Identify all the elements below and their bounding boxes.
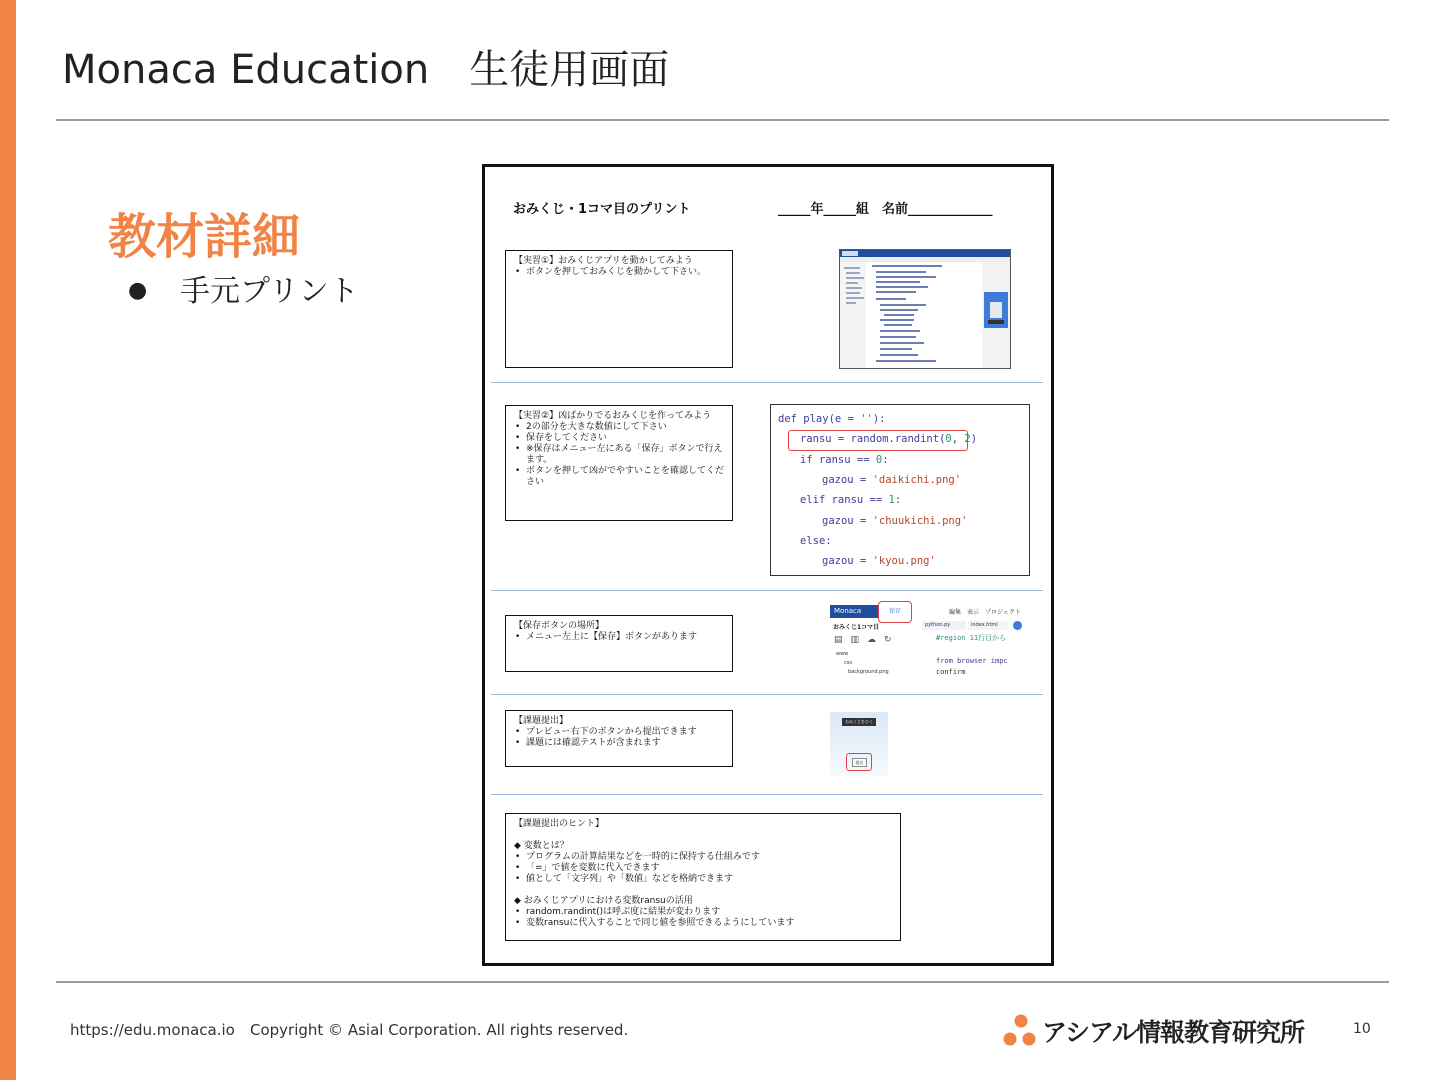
- submit-highlight: [846, 753, 872, 771]
- code-text: ): [970, 433, 978, 445]
- hints-item: • プログラムの計算結果などを一時的に保持する仕組みです: [526, 852, 892, 863]
- menu-view: 表示: [967, 609, 980, 616]
- hints-item: • random.randint()は呼ぶ度に結果が変わります: [526, 907, 892, 918]
- code-string: '': [860, 413, 873, 425]
- code-string: 'chuukichi.png': [872, 515, 968, 527]
- code-keyword: def: [778, 413, 797, 425]
- section-divider: [491, 794, 1043, 795]
- code-text: :: [894, 494, 902, 506]
- code-text: gazou =: [822, 474, 873, 486]
- task2-item: • 保存をしてください: [526, 433, 724, 444]
- task2-item: • ※保存はメニュー左にある「保存」ボタンで行えます。: [526, 444, 724, 466]
- worksheet-image: [482, 164, 1054, 966]
- top-divider: [56, 119, 1389, 121]
- code-string: 'kyou.png': [872, 555, 936, 567]
- code-line: from browser impc: [936, 657, 1008, 665]
- code-text: gazou =: [822, 515, 873, 527]
- code-line: [822, 555, 936, 567]
- task2-item: • 2の部分を大きな数値にして下さい: [526, 422, 724, 433]
- code-number: 2: [964, 433, 971, 445]
- code-text: play(e =: [796, 413, 861, 425]
- page-number: 10: [1353, 1021, 1371, 1037]
- task1-title: 【実習①】おみくじアプリを動かしてみよう: [514, 256, 693, 266]
- worksheet-name-line: _____年_____組 名前_____________: [778, 202, 993, 217]
- save-button-highlight: 保存: [878, 601, 912, 623]
- tab-index: index.html: [968, 621, 1008, 630]
- bottom-divider: [56, 981, 1389, 983]
- monaca-brand: Monaca: [830, 605, 878, 618]
- code-text: ,: [951, 433, 965, 445]
- code-line: #region 11行目から: [936, 634, 1007, 642]
- worksheet-title: おみくじ・1コマ目のプリント: [513, 202, 691, 217]
- task2-item: • ボタンを押して凶がでやすいことを確認してください: [526, 466, 724, 488]
- menu-edit: 編集: [949, 609, 962, 616]
- code-text: gazou =: [822, 555, 873, 567]
- code-line: [778, 413, 886, 425]
- section-divider: [491, 694, 1043, 695]
- task4-item: • 課題には確認テストが含まれます: [526, 738, 724, 749]
- code-text: elif ransu ==: [800, 494, 889, 506]
- code-snippet: [770, 404, 1030, 576]
- hints-item: • 変数ransuに代入することで同じ値を参照できるようにしています: [526, 918, 892, 929]
- bullet-dot: ●: [128, 278, 148, 303]
- code-line: [800, 535, 832, 547]
- code-text: ransu = random.randint(: [800, 433, 946, 445]
- hints-item: • 値として「文字列」や「数値」などを格納できます: [526, 874, 892, 885]
- code-text: ):: [872, 413, 886, 425]
- code-text: if ransu ==: [800, 454, 876, 466]
- task3-box: [505, 615, 733, 672]
- tree-folder-www: www: [836, 651, 849, 657]
- code-number: 0: [875, 454, 883, 466]
- hints-heading-ransu: ◆ おみくじアプリにおける変数ransuの活用: [514, 896, 693, 906]
- task3-item: • メニュー左上に【保存】ボタンがあります: [526, 632, 724, 643]
- accent-bar: [0, 0, 16, 1080]
- task1-box: [505, 250, 733, 368]
- task2-title: 【実習②】凶ばかりでるおみくじを作ってみよう: [514, 411, 712, 421]
- section-divider: [491, 382, 1043, 383]
- hints-box: [505, 813, 901, 941]
- add-tab-icon: [1013, 621, 1022, 630]
- menu-project: プロジェクト: [985, 609, 1021, 616]
- task2-box: [505, 405, 733, 521]
- ide-screenshot-graphic: [840, 250, 1010, 368]
- task3-title: 【保存ボタンの場所】: [514, 621, 605, 631]
- hints-heading-variables: ◆ 変数とは？: [514, 841, 569, 851]
- code-line: [800, 433, 977, 445]
- bullet-text: 手元プリント: [180, 274, 359, 309]
- code-keyword: else:: [800, 535, 832, 547]
- hints-item: • 「=」で値を変数に代入できます: [526, 863, 892, 874]
- hints-title: 【課題提出のヒント】: [514, 819, 605, 829]
- logo-text: アシアル情報教育研究所: [1042, 1018, 1305, 1047]
- section-divider: [491, 590, 1043, 591]
- tree-file-background: background.png: [848, 669, 889, 675]
- code-line: [822, 474, 961, 486]
- code-text: :: [882, 454, 889, 466]
- tab-python: python.py: [922, 621, 966, 630]
- ide-screenshot: [839, 249, 1011, 369]
- toolbar-icons: ▤▥☁↻: [834, 635, 900, 645]
- code-number: 0: [945, 433, 952, 445]
- tree-folder-css: css: [844, 660, 852, 666]
- footer-url: https://edu.monaca.io: [70, 1021, 235, 1039]
- task1-item: • ボタンを押しておみくじを動かして下さい。: [526, 267, 724, 278]
- code-string: 'daikichi.png': [872, 474, 962, 486]
- task4-title: 【課題提出】: [514, 716, 569, 726]
- code-line: [800, 494, 901, 506]
- asial-logo: [1002, 1012, 1332, 1048]
- bullet-item: [128, 266, 359, 310]
- code-line: [822, 515, 967, 527]
- logo-dots-icon: [1002, 1012, 1040, 1048]
- submit-button: 提出: [852, 758, 867, 767]
- project-name: おみくじ1コマ目: [833, 624, 880, 631]
- section-heading: 教材詳細: [108, 209, 301, 265]
- footer-copyright: Copyright © Asial Corporation. All rights reserved.: [250, 1021, 629, 1039]
- save-button-screenshot: [830, 599, 1030, 679]
- code-line: [800, 454, 889, 466]
- task4-box: [505, 710, 733, 767]
- code-number: 1: [888, 494, 895, 506]
- code-line: confirm: [936, 668, 966, 676]
- submit-button-screenshot: [830, 712, 888, 776]
- task4-item: • プレビュー右下のボタンから提出できます: [526, 727, 724, 738]
- omikuji-button: おみくじをひく: [842, 718, 876, 726]
- slide-title: Monaca Education 生徒用画面: [62, 47, 670, 93]
